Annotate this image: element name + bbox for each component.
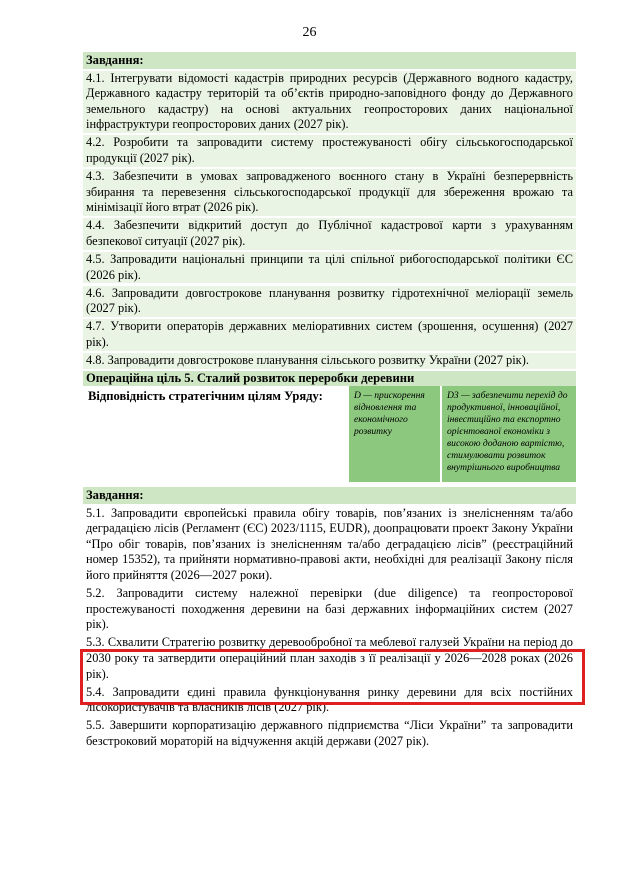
task-5-1: 5.1. Запровадити європейські правила обігу товарів, пов’язаних із знелісненням та/або деградацією лісів (Регламент (ЄС) 2023/1115, EUDR), доопрацювати проект Закону України “Про обіг товарів, пов’язаних із знелісненням та/або деградацією лісів” (реєстраційний номер 15352), та прийняти нормативно-правові акти, необхідні для реалізації Закону після його прийняття (2026—2027 роки). — [86, 505, 573, 583]
task-5-3: 5.3. Схвалити Стратегію розвитку деревообробної та меблевої галузей України на період до 2030 року та затвердити операційний план заходів з її реалізації у 2026—2028 роках (2026 рік). — [86, 635, 573, 681]
task-4-7: 4.7. Утворити операторів державних меліоративних систем (зрошення, осушення) (2027 рік). — [83, 319, 576, 350]
task-4-2: 4.2. Розробити та запровадити систему простежуваності обігу сільськогосподарської продукції (2027 рік). — [83, 135, 576, 166]
strategic-goal-d: D — прискорення відновлення та економічного розвитку — [349, 386, 440, 482]
task-5-2: 5.2. Запровадити систему належної перевірки (due diligence) та геопросторової простежуваності походження деревини на базі державних інформаційних систем (2027 рік). — [86, 586, 573, 632]
task-5-5: 5.5. Завершити корпоратизацію державного підприємства “Ліси України” та запровадити безстроковий мораторій на відчуження акцій держави (2027 рік). — [86, 718, 573, 748]
strategic-goal-d3: D3 — забезпечити перехід до продуктивної, інноваційної, інвестиційно та експортно орієнтованої економіки з високою доданою вартістю, стимулювати розвиток внутрішнього виробництва — [442, 386, 576, 482]
task-4-8: 4.8. Запровадити довгострокове планування сільського розвитку України (2027 рік). — [83, 353, 576, 369]
task-4-3: 4.3. Забезпечити в умовах запровадженого воєнного стану в Україні безперервність збирання та перевезення сільськогосподарської продукції для збереження врожаю та мінімізації його втрат (2026 рік). — [83, 169, 576, 216]
tasks-header-2: Завдання: — [83, 487, 576, 504]
task-4-6: 4.6. Запровадити довгострокове планування розвитку гідротехнічної меліорації земель (2027 рік). — [83, 286, 576, 317]
task-4-5: 4.5. Запровадити національні принципи та цілі спільної рибогосподарської політики ЄС (2026 рік). — [83, 252, 576, 283]
task-5-4: 5.4. Запровадити єдині правила функціонування ринку деревини для всіх постійних лісокористувачів та власників лісів (2027 рік). — [86, 684, 573, 715]
page-number: 26 — [302, 25, 317, 40]
government-goals-alignment — [83, 386, 576, 483]
document-body — [83, 52, 576, 752]
task-4-4: 4.4. Забезпечити відкритий доступ до Публічної кадастрової карти з урахуванням безпекової ситуації (2027 рік). — [83, 218, 576, 249]
operational-goal-title: Операційна ціль 5. Сталий розвиток переробки деревини — [83, 371, 576, 386]
tasks-header: Завдання: — [83, 52, 576, 69]
task-4-1: 4.1. Інтегрувати відомості кадастрів природних ресурсів (Державного водного кадастру, Державного кадастру територій та об’єктів природно-заповідного фонду до Державного земельного кадастру) на основі актуальних геопросторових даних національної інфраструктури геопросторових даних (2027 рік). — [83, 71, 576, 133]
alignment-label: Відповідність стратегічним цілям Уряду: — [88, 389, 323, 404]
